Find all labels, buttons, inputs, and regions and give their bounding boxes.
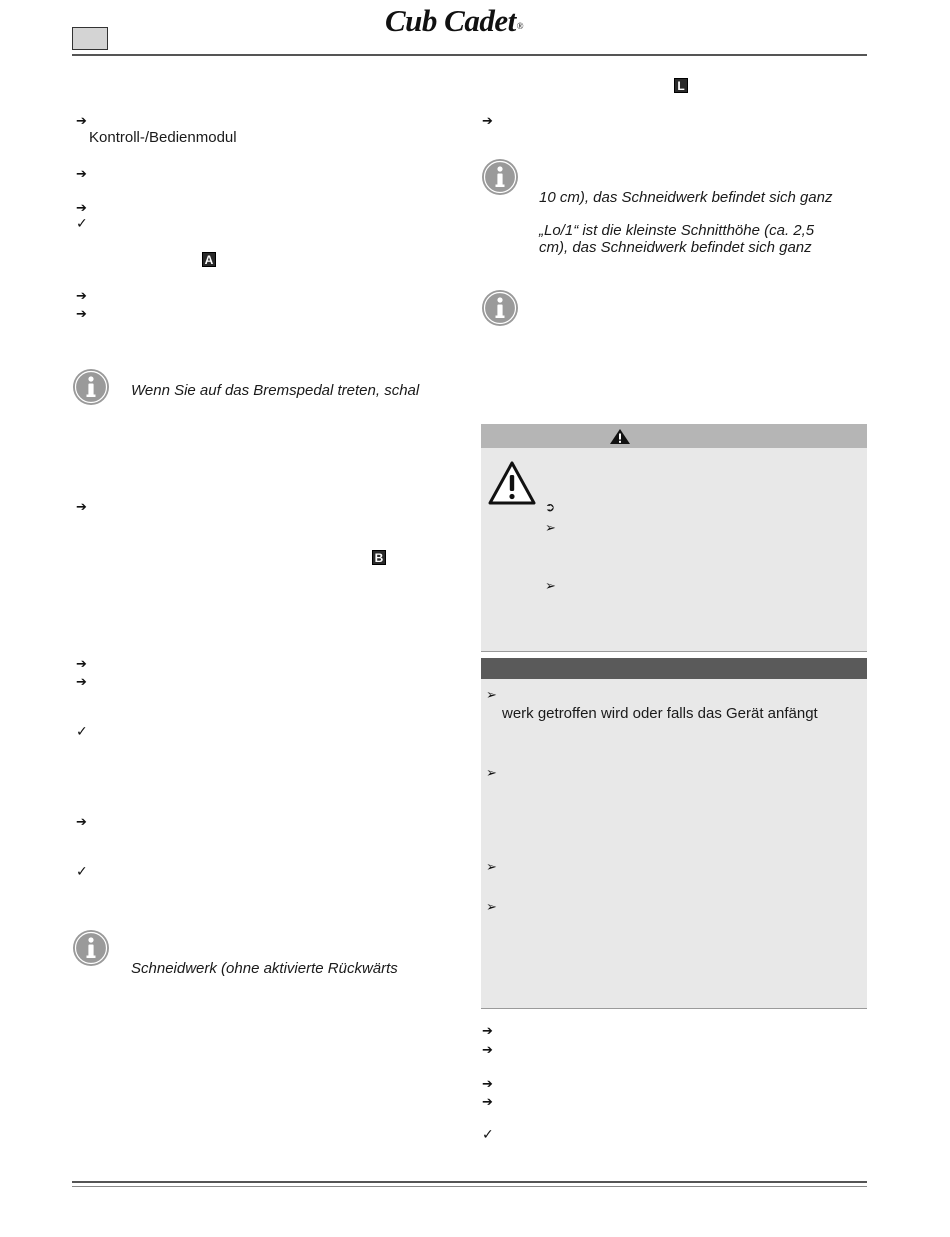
cut-height-note-line3: cm), das Schneidwerk befindet sich ganz: [539, 239, 812, 256]
arrow-bullet-icon: ➔: [482, 1094, 493, 1109]
warning-triangle-icon: [609, 428, 631, 445]
brake-note: Wenn Sie auf das Bremspedal treten, schal: [131, 382, 420, 399]
cut-height-note-line1: 10 cm), das Schneidwerk befindet sich ganz: [539, 189, 833, 206]
info-icon: [481, 289, 519, 327]
chevron-bullet-icon: ➢: [486, 859, 497, 874]
chevron-bullet-icon: ➢: [486, 765, 497, 780]
arrow-bullet-icon: ➔: [482, 1076, 493, 1091]
cut-height-note-line2: „Lo/1“ ist die kleinste Schnitthöhe (ca. 2,5: [539, 222, 815, 239]
cutting-deck-note: Schneidwerk (ohne aktivierte Rückwärts: [131, 960, 398, 977]
note-text-line: werk getroffen wird oder falls das Gerät anfängt: [502, 705, 818, 722]
info-icon: [72, 368, 110, 406]
check-bullet-icon: ✓: [482, 1126, 494, 1142]
chevron-bullet-icon: ➢: [545, 520, 556, 535]
check-bullet-icon: ✓: [76, 215, 88, 231]
check-bullet-icon: ✓: [76, 863, 88, 879]
chevron-bullet-icon: ➢: [486, 899, 497, 914]
check-bullet-icon: ✓: [76, 723, 88, 739]
registered-mark: ®: [516, 21, 524, 31]
language-box: [72, 27, 108, 50]
chevron-bullet-icon: ➢: [545, 578, 556, 593]
arrow-bullet-icon: ➔: [76, 306, 87, 321]
module-label: Kontroll-/Bedienmodul: [89, 129, 237, 146]
arrow-bullet-icon: ➔: [482, 113, 493, 128]
arrow-bullet-icon: ➔: [76, 288, 87, 303]
arrow-bullet-icon: ➔: [76, 166, 87, 181]
arrow-bullet-icon: ➔: [76, 200, 87, 215]
warning-header: [481, 424, 867, 448]
info-icon: [72, 929, 110, 967]
arrow-bullet-icon: ➔: [76, 674, 87, 689]
figure-badge-l: L: [674, 78, 688, 93]
info-icon: [481, 158, 519, 196]
arrow-bullet-icon: ➔: [76, 814, 87, 829]
arrow-bullet-icon: ➔: [76, 499, 87, 514]
arrow-bullet-icon: ➔: [482, 1042, 493, 1057]
footer-rule: [72, 1181, 867, 1183]
note-header: [481, 658, 867, 679]
figure-badge-a: A: [202, 252, 216, 267]
brand-logo: [385, 3, 522, 39]
chevron-bullet-icon: ➢: [486, 687, 497, 702]
footer-rule-thin: [72, 1186, 867, 1187]
warning-triangle-icon: [487, 460, 537, 506]
figure-badge-b: B: [372, 550, 386, 565]
brand-name: Cub Cadet: [385, 3, 516, 38]
arrow-bullet-icon: ➔: [76, 656, 87, 671]
header-rule: [72, 54, 867, 56]
arrow-bullet-icon: ➔: [482, 1023, 493, 1038]
note-box: [481, 679, 867, 1009]
circle-arrow-icon: ➲: [545, 500, 556, 514]
arrow-bullet-icon: ➔: [76, 113, 87, 128]
warning-box: [481, 448, 867, 652]
